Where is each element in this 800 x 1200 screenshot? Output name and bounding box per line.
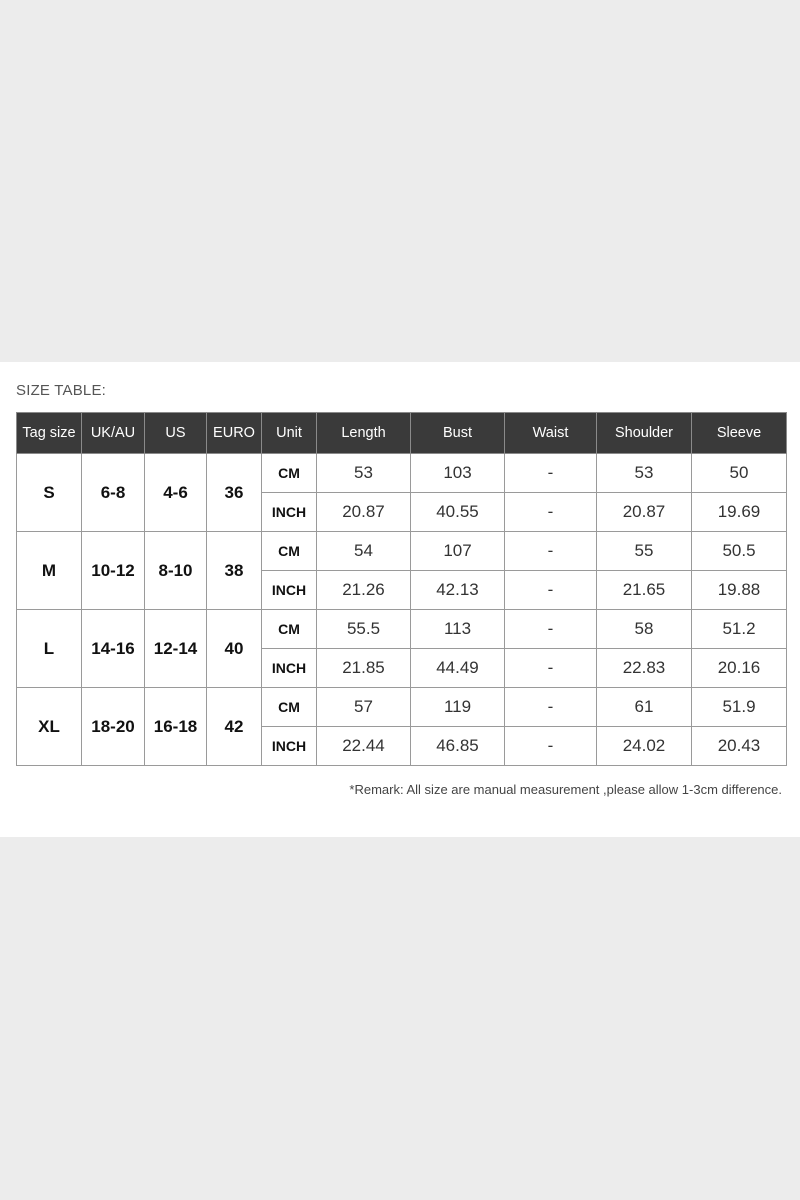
length-cell: 54 — [317, 532, 411, 571]
unit-cell: INCH — [262, 649, 317, 688]
header-sleeve: Sleeve — [692, 413, 787, 454]
euro-cell: 40 — [207, 610, 262, 688]
sleeve-cell: 51.2 — [692, 610, 787, 649]
tag-size-cell: XL — [17, 688, 82, 766]
unit-cell: INCH — [262, 571, 317, 610]
length-cell: 55.5 — [317, 610, 411, 649]
waist-cell: - — [505, 610, 597, 649]
bust-cell: 119 — [411, 688, 505, 727]
table-row — [17, 454, 787, 493]
unit-cell: CM — [262, 610, 317, 649]
bust-cell: 113 — [411, 610, 505, 649]
shoulder-cell: 61 — [597, 688, 692, 727]
sleeve-cell: 20.43 — [692, 727, 787, 766]
sleeve-cell: 51.9 — [692, 688, 787, 727]
bust-cell: 44.49 — [411, 649, 505, 688]
sleeve-cell: 50.5 — [692, 532, 787, 571]
header-row — [17, 413, 787, 454]
euro-cell: 42 — [207, 688, 262, 766]
waist-cell: - — [505, 649, 597, 688]
header-bust: Bust — [411, 413, 505, 454]
uk-au-cell: 6-8 — [82, 454, 145, 532]
unit-cell: INCH — [262, 493, 317, 532]
bust-cell: 40.55 — [411, 493, 505, 532]
bust-cell: 42.13 — [411, 571, 505, 610]
length-cell: 57 — [317, 688, 411, 727]
sleeve-cell: 19.69 — [692, 493, 787, 532]
header-length: Length — [317, 413, 411, 454]
shoulder-cell: 24.02 — [597, 727, 692, 766]
euro-cell: 36 — [207, 454, 262, 532]
table-row — [17, 610, 787, 649]
unit-cell: INCH — [262, 727, 317, 766]
header-euro: EURO — [207, 413, 262, 454]
waist-cell: - — [505, 727, 597, 766]
length-cell: 21.85 — [317, 649, 411, 688]
waist-cell: - — [505, 454, 597, 493]
us-cell: 12-14 — [145, 610, 207, 688]
tag-size-cell: M — [17, 532, 82, 610]
sleeve-cell: 50 — [692, 454, 787, 493]
tag-size-cell: L — [17, 610, 82, 688]
us-cell: 16-18 — [145, 688, 207, 766]
waist-cell: - — [505, 571, 597, 610]
shoulder-cell: 22.83 — [597, 649, 692, 688]
length-cell: 22.44 — [317, 727, 411, 766]
table-row — [17, 688, 787, 727]
unit-cell: CM — [262, 532, 317, 571]
us-cell: 8-10 — [145, 532, 207, 610]
tag-size-cell: S — [17, 454, 82, 532]
length-cell: 53 — [317, 454, 411, 493]
shoulder-cell: 55 — [597, 532, 692, 571]
uk-au-cell: 10-12 — [82, 532, 145, 610]
us-cell: 4-6 — [145, 454, 207, 532]
bust-cell: 103 — [411, 454, 505, 493]
uk-au-cell: 14-16 — [82, 610, 145, 688]
unit-cell: CM — [262, 688, 317, 727]
header-tag-size: Tag size — [17, 413, 82, 454]
header-uk-au: UK/AU — [82, 413, 145, 454]
header-shoulder: Shoulder — [597, 413, 692, 454]
header-us: US — [145, 413, 207, 454]
uk-au-cell: 18-20 — [82, 688, 145, 766]
length-cell: 21.26 — [317, 571, 411, 610]
sleeve-cell: 20.16 — [692, 649, 787, 688]
length-cell: 20.87 — [317, 493, 411, 532]
shoulder-cell: 21.65 — [597, 571, 692, 610]
euro-cell: 38 — [207, 532, 262, 610]
unit-cell: CM — [262, 454, 317, 493]
waist-cell: - — [505, 688, 597, 727]
waist-cell: - — [505, 493, 597, 532]
table-row — [17, 532, 787, 571]
remark-note: *Remark: All size are manual measurement ,please allow 1-3cm difference. — [349, 782, 782, 797]
shoulder-cell: 53 — [597, 454, 692, 493]
header-unit: Unit — [262, 413, 317, 454]
sleeve-cell: 19.88 — [692, 571, 787, 610]
bust-cell: 107 — [411, 532, 505, 571]
waist-cell: - — [505, 532, 597, 571]
shoulder-cell: 58 — [597, 610, 692, 649]
size-table-panel — [0, 362, 800, 837]
size-table — [16, 412, 787, 766]
shoulder-cell: 20.87 — [597, 493, 692, 532]
header-waist: Waist — [505, 413, 597, 454]
bust-cell: 46.85 — [411, 727, 505, 766]
size-table-title: SIZE TABLE: — [16, 382, 107, 399]
